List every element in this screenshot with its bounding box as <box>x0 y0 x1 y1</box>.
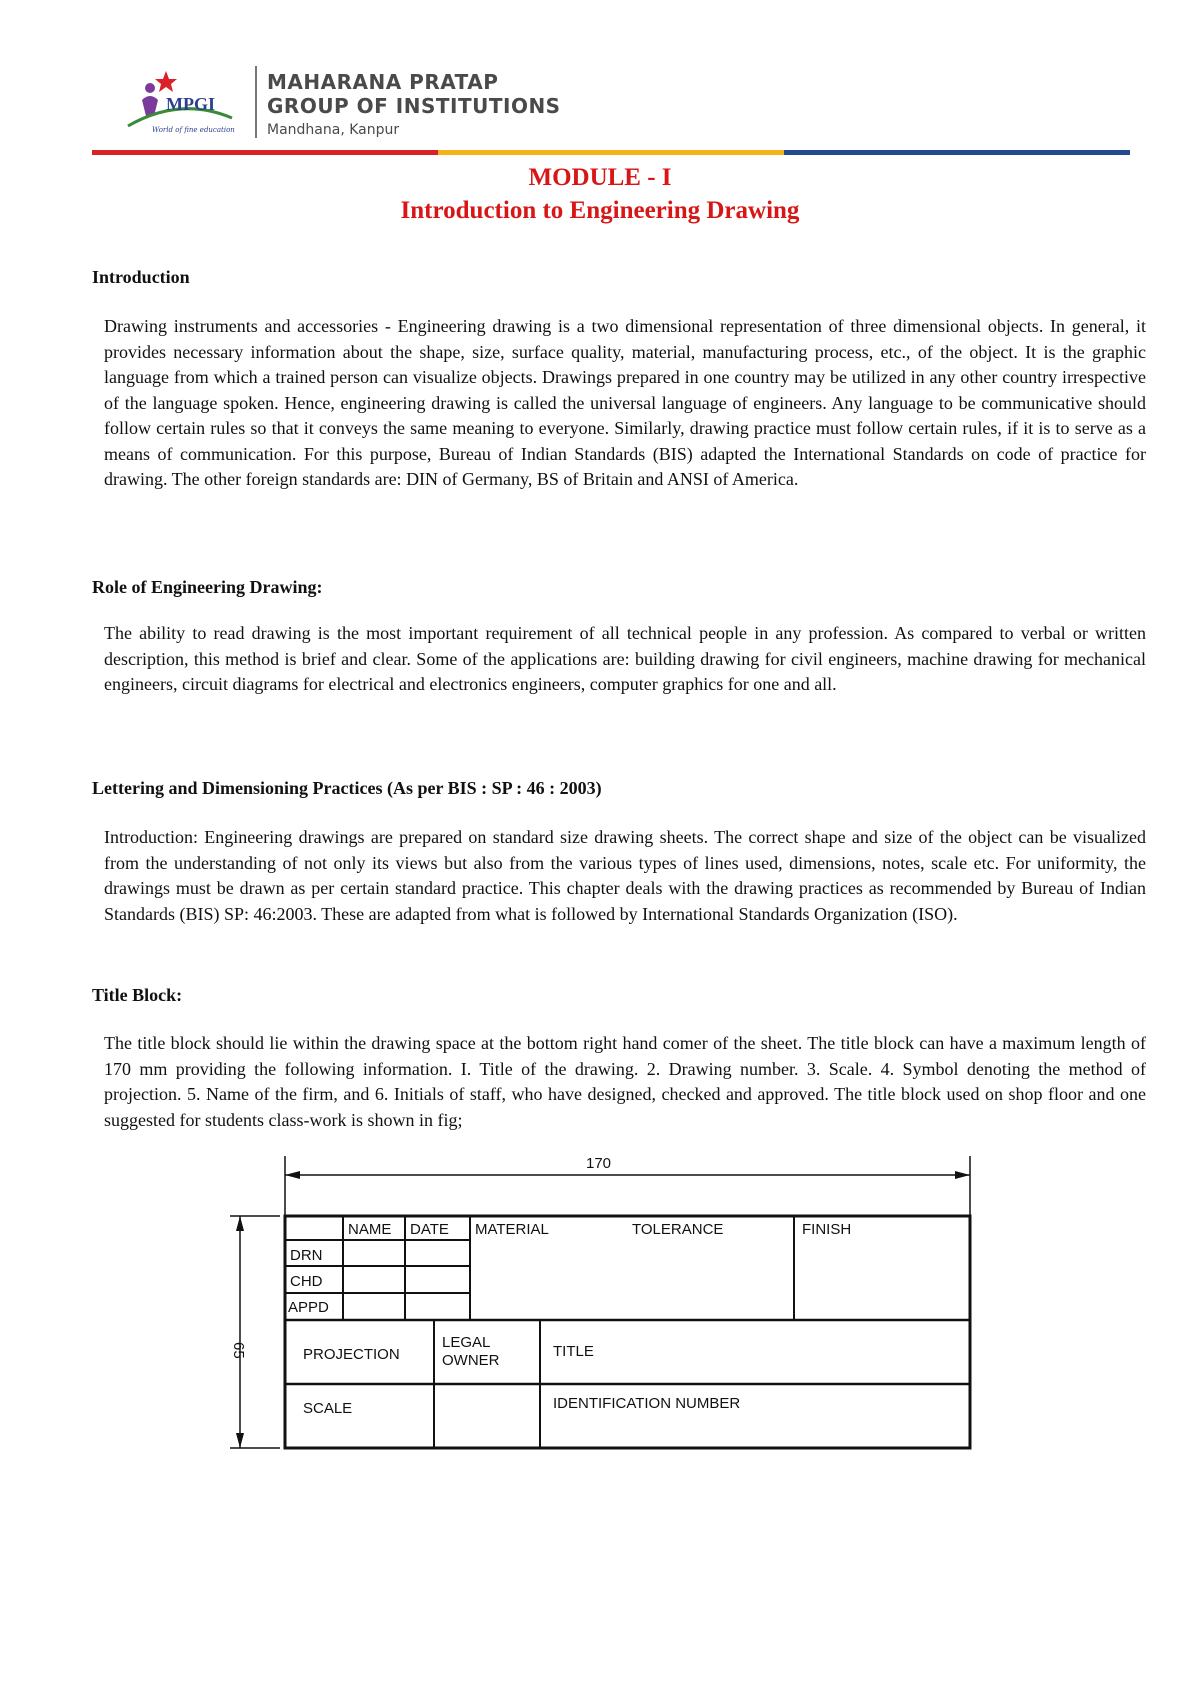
role-paragraph: The ability to read drawing is the most important requirement of all technical people in any profession. As compared to verbal or written description, this method is brief and clear. Some of the applications are: building drawing for civil engineers, machine drawing for mechanical engineers, circuit diagrams for electrical and electronics engineers, computer graphics for one and all. <box>104 623 1146 694</box>
institution-line1: MAHARANA PRATAP <box>267 70 499 94</box>
cell-owner: OWNER <box>442 1352 500 1369</box>
arrow-left-icon <box>285 1171 300 1179</box>
width-dimension-label: 170 <box>586 1155 612 1172</box>
title-block-paragraph: The title block should lie within the drawing space at the bottom right hand comer of the sheet. The title block can have a maximum length of 170 mm providing the following information. I. Title of the drawing. 2. Drawing number. 3. Scale. 4. Symbol denoting the method of projection. 5. Name of the firm, and 6. Initials of staff, who have designed, checked and approved. The title block used on shop floor and one suggested for students class-work is shown in fig; <box>104 1033 1146 1130</box>
header-stripe-blue <box>784 150 1130 155</box>
role-heading: Role of Engineering Drawing: <box>92 577 323 597</box>
lettering-paragraph: Introduction: Engineering drawings are prepared on standard size drawing sheets. The correct shape and size of the object can be visualized from the understanding of not only its views but also from the various types of lines used, dimensions, notes, scale etc. For uniformity, the drawings must be drawn as per certain standard practice. This chapter deals with the drawing practices as recommended by Bureau of Indian Standards (BIS) SP: 46:2003. These are adapted from what is followed by International Standards Organization (ISO). <box>104 827 1146 924</box>
module-title: MODULE - I <box>528 164 672 191</box>
star-icon <box>155 71 177 92</box>
institution-name <box>267 70 561 140</box>
header-stripe-red <box>92 150 438 155</box>
cell-chd: CHD <box>290 1273 323 1290</box>
cell-appd: APPD <box>288 1299 329 1316</box>
height-dimension-label: 65 <box>230 1342 247 1359</box>
module-subtitle: Introduction to Engineering Drawing <box>400 197 800 224</box>
cell-identification-number: IDENTIFICATION NUMBER <box>553 1395 741 1412</box>
figure-head-icon <box>145 83 155 93</box>
arrow-right-icon <box>955 1171 970 1179</box>
mpgi-logo <box>120 66 260 146</box>
arrow-down-icon <box>236 1433 244 1448</box>
title-block-border <box>285 1216 970 1448</box>
cell-name: NAME <box>348 1221 392 1238</box>
cell-scale: SCALE <box>303 1400 353 1417</box>
logo-text: MPGI <box>166 94 215 114</box>
arrow-up-icon <box>236 1216 244 1231</box>
title-block-figure <box>230 1150 980 1495</box>
cell-projection: PROJECTION <box>303 1346 400 1363</box>
header-divider <box>255 66 257 138</box>
lettering-heading: Lettering and Dimensioning Practices (As per BIS : SP : 46 : 2003) <box>92 778 602 798</box>
introduction-paragraph: Drawing instruments and accessories - Engineering drawing is a two dimensional representation of three dimensional objects. In general, it provides necessary information about the shape, size, surface quality, material, manufacturing process, etc., of the object. It is the graphic language from which a trained person can visualize objects. Drawings prepared in one country may be utilized in any other country irrespective of the language spoken. Hence, engineering drawing is called the universal language of engineers. Any language to be communicative should follow certain rules so that it conveys the same meaning to everyone. Similarly, drawing practice must follow certain rules, if it is to serve as a means of communication. For this purpose, Bureau of Indian Standards (BIS) adapted the International Standards on code of practice for drawing. The other foreign standards are: DIN of Germany, BS of Britain and ANSI of America. <box>104 316 1146 489</box>
mpgi-logo-graphic <box>120 66 260 146</box>
cell-finish: FINISH <box>802 1221 852 1238</box>
header-stripe-yellow <box>438 150 784 155</box>
cell-material: MATERIAL <box>475 1221 549 1238</box>
institution-location: Mandhana, Kanpur <box>267 122 400 138</box>
cell-title: TITLE <box>553 1343 594 1360</box>
cell-tolerance: TOLERANCE <box>632 1221 724 1238</box>
institution-header <box>92 60 1132 160</box>
introduction-heading: Introduction <box>92 267 190 287</box>
cell-drn: DRN <box>290 1247 323 1264</box>
logo-tagline: World of fine education <box>152 126 235 134</box>
cell-date: DATE <box>410 1221 449 1238</box>
title-block-diagram <box>230 1150 980 1490</box>
cell-legal: LEGAL <box>442 1334 491 1351</box>
title-block-heading: Title Block: <box>92 985 183 1005</box>
institution-line2: GROUP OF INSTITUTIONS <box>267 94 561 118</box>
